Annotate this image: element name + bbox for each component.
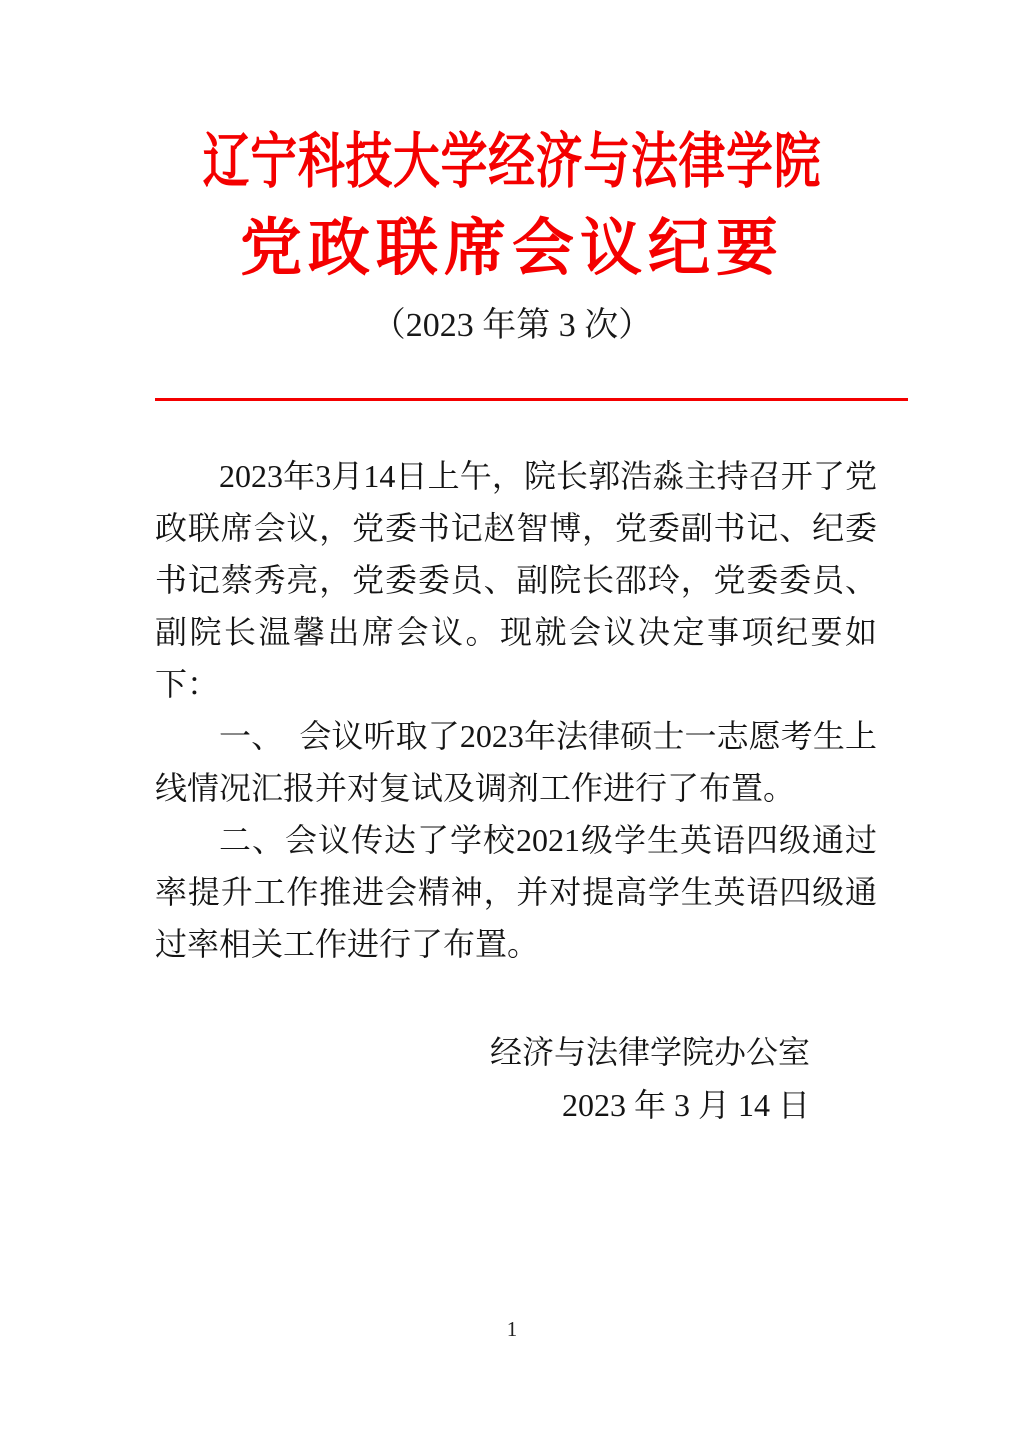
agenda-item-2: 二、会议传达了学校2021级学生英语四级通过率提升工作推进会精神，并对提高学生英语四级通过率相关工作进行了布置。 [155,822,877,962]
agenda-item-1: 一、 会议听取了2023年法律硕士一志愿考生上线情况汇报并对复试及调剂工作进行了布置。 [155,718,877,806]
red-divider-line [155,398,908,401]
meeting-number-subtitle: （2023 年第 3 次） [371,307,653,344]
organization-title: 辽宁科技大学经济与法律学院 [202,128,822,195]
document-title: 党政联席会议纪要 [239,214,784,283]
signature-block [490,1026,810,1132]
signature-date: 2023 年 3 月 14 日 [561,1087,810,1123]
page-number: 1 [506,1317,518,1341]
intro-paragraph: 2023年3月14日上午，院长郭浩淼主持召开了党政联席会议，党委书记赵智博，党委副书记、纪委书记蔡秀亮，党委委员、副院长邵玲，党委委员、副院长温馨出席会议。现就会议决定事项纪要如下： [155,458,877,702]
signature-office: 经济与法律学院办公室 [489,1034,810,1070]
page-footer [0,1315,1024,1343]
document-body [155,450,877,970]
